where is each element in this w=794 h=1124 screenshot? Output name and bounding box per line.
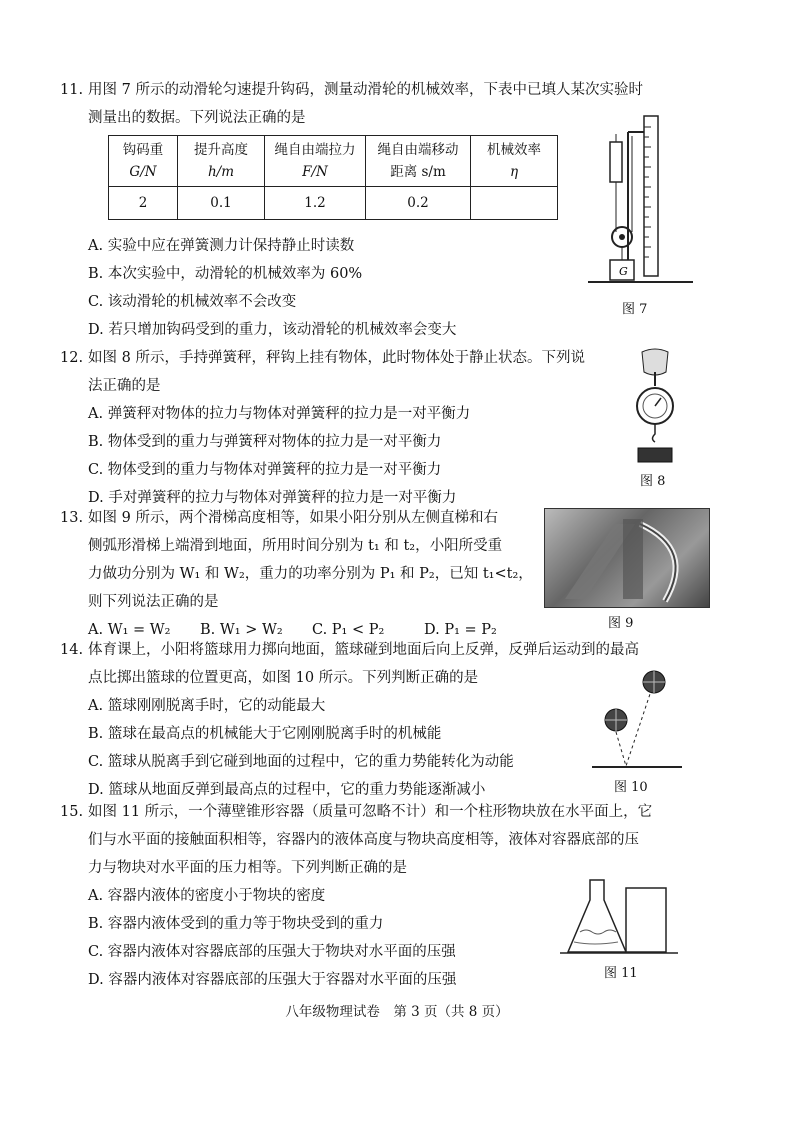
- option-d: D. P₁ = P₂: [424, 622, 497, 638]
- option-b: B. 本次实验中，动滑轮的机械效率为 60%: [88, 266, 363, 282]
- option-d: D. 篮球从地面反弹到最高点的过程中，它的重力势能逐渐减小: [88, 782, 486, 798]
- question-stem-cont: 力做功分别为 W₁ 和 W₂，重力的功率分别为 P₁ 和 P₂，已知 t₁<t₂，: [88, 566, 533, 582]
- weight-label: G: [619, 265, 628, 278]
- question-stem: 如图 9 所示，两个滑梯高度相等，如果小阳分别从左侧直梯和右: [88, 510, 498, 526]
- option-c: C. 物体受到的重力与物体对弹簧秤的拉力是一对平衡力: [88, 462, 442, 478]
- option-c: C. 篮球从脱离手到它碰到地面的过程中，它的重力势能转化为动能: [88, 754, 514, 770]
- question-stem-cont: 侧弧形滑梯上端滑到地面，所用时间分别为 t₁ 和 t₂，小阳所受重: [88, 538, 503, 554]
- question-stem: 体育课上，小阳将篮球用力掷向地面，篮球碰到地面后向上反弹，反弹后运动到的最高: [88, 642, 639, 658]
- question-11-options: [88, 232, 588, 344]
- option-c: C. 该动滑轮的机械效率不会改变: [88, 294, 297, 310]
- question-number: 15.: [60, 804, 84, 820]
- option-b: B. 容器内液体受到的重力等于物块受到的重力: [88, 916, 384, 932]
- basketball-bounce-figure: [592, 668, 682, 770]
- table-header-cell: 提升高度 h/m: [178, 136, 265, 187]
- question-stem-cont: 法正确的是: [88, 378, 161, 394]
- container-and-block-figure: [560, 876, 680, 958]
- question-13: [60, 504, 560, 644]
- table-cell: 1.2: [265, 187, 366, 220]
- table-cell: 0.2: [366, 187, 471, 220]
- question-number: 13.: [60, 510, 84, 526]
- figure-caption: 图 7: [622, 302, 648, 317]
- option-b: B. W₁ > W₂: [200, 622, 283, 638]
- option-c: C. 容器内液体对容器底部的压强大于物块对水平面的压强: [88, 944, 456, 960]
- table-header-cell: 绳自由端移动 距离 s/m: [366, 136, 471, 187]
- option-c: C. P₁ < P₂: [312, 622, 385, 638]
- question-stem-cont: 测量出的数据。下列说法正确的是: [88, 110, 306, 126]
- table-header-cell: 机械效率 η: [471, 136, 558, 187]
- option-d: D. 手对弹簧秤的拉力与物体对弹簧秤的拉力是一对平衡力: [88, 490, 457, 506]
- question-stem-cont: 则下列说法正确的是: [88, 594, 219, 610]
- option-a: A. 容器内液体的密度小于物块的密度: [88, 888, 326, 904]
- question-stem: 用图 7 所示的动滑轮匀速提升钩码，测量动滑轮的机械效率，下表中已填人某次实验时: [88, 82, 643, 98]
- question-stem: 如图 11 所示，一个薄壁锥形容器（质量可忽略不计）和一个柱形物块放在水平面上，它: [88, 804, 653, 820]
- slides-photo: [544, 508, 710, 608]
- table-cell: 0.1: [178, 187, 265, 220]
- option-b: B. 篮球在最高点的机械能大于它刚刚脱离手时的机械能: [88, 726, 442, 742]
- option-a: A. 实验中应在弹簧测力计保持静止时读数: [88, 238, 355, 254]
- page-footer: 八年级物理试卷 第 3 页（共 8 页）: [285, 1004, 509, 1020]
- table-header-row: [109, 136, 558, 187]
- table-cell: 2: [109, 187, 178, 220]
- spring-balance-figure: [630, 348, 680, 468]
- experiment-table: [108, 135, 558, 220]
- question-stem-cont: 力与物块对水平面的压力相等。下列判断正确的是: [88, 860, 407, 876]
- question-12: [60, 344, 630, 512]
- option-a: A. W₁ = W₂: [88, 622, 171, 638]
- pulley-apparatus-figure: [588, 112, 698, 292]
- option-a: A. 弹簧秤对物体的拉力与物体对弹簧秤的拉力是一对平衡力: [88, 406, 471, 422]
- option-a: A. 篮球刚刚脱离手时，它的动能最大: [88, 698, 326, 714]
- table-row: [109, 187, 558, 220]
- option-b: B. 物体受到的重力与弹簧秤对物体的拉力是一对平衡力: [88, 434, 442, 450]
- option-d: D. 若只增加钩码受到的重力，该动滑轮的机械效率会变大: [88, 322, 457, 338]
- question-stem-cont: 们与水平面的接触面积相等，容器内的液体高度与物块高度相等，液体对容器底部的压: [88, 832, 639, 848]
- question-stem: 如图 8 所示，手持弹簧秤，秤钩上挂有物体，此时物体处于静止状态。下列说: [88, 350, 585, 366]
- figure-caption: 图 11: [604, 966, 638, 981]
- figure-caption: 图 8: [640, 474, 666, 489]
- table-cell: [471, 187, 558, 220]
- question-number: 14.: [60, 642, 84, 658]
- question-number: 11.: [60, 82, 84, 98]
- figure-caption: 图 9: [608, 616, 634, 631]
- table-header-cell: 钩码重 G/N: [109, 136, 178, 187]
- table-header-cell: 绳自由端拉力 F/N: [265, 136, 366, 187]
- question-number: 12.: [60, 350, 84, 366]
- option-d: D. 容器内液体对容器底部的压强大于容器对水平面的压强: [88, 972, 457, 988]
- figure-caption: 图 10: [614, 780, 648, 795]
- question-stem-cont: 点比掷出篮球的位置更高，如图 10 所示。下列判断正确的是: [88, 670, 479, 686]
